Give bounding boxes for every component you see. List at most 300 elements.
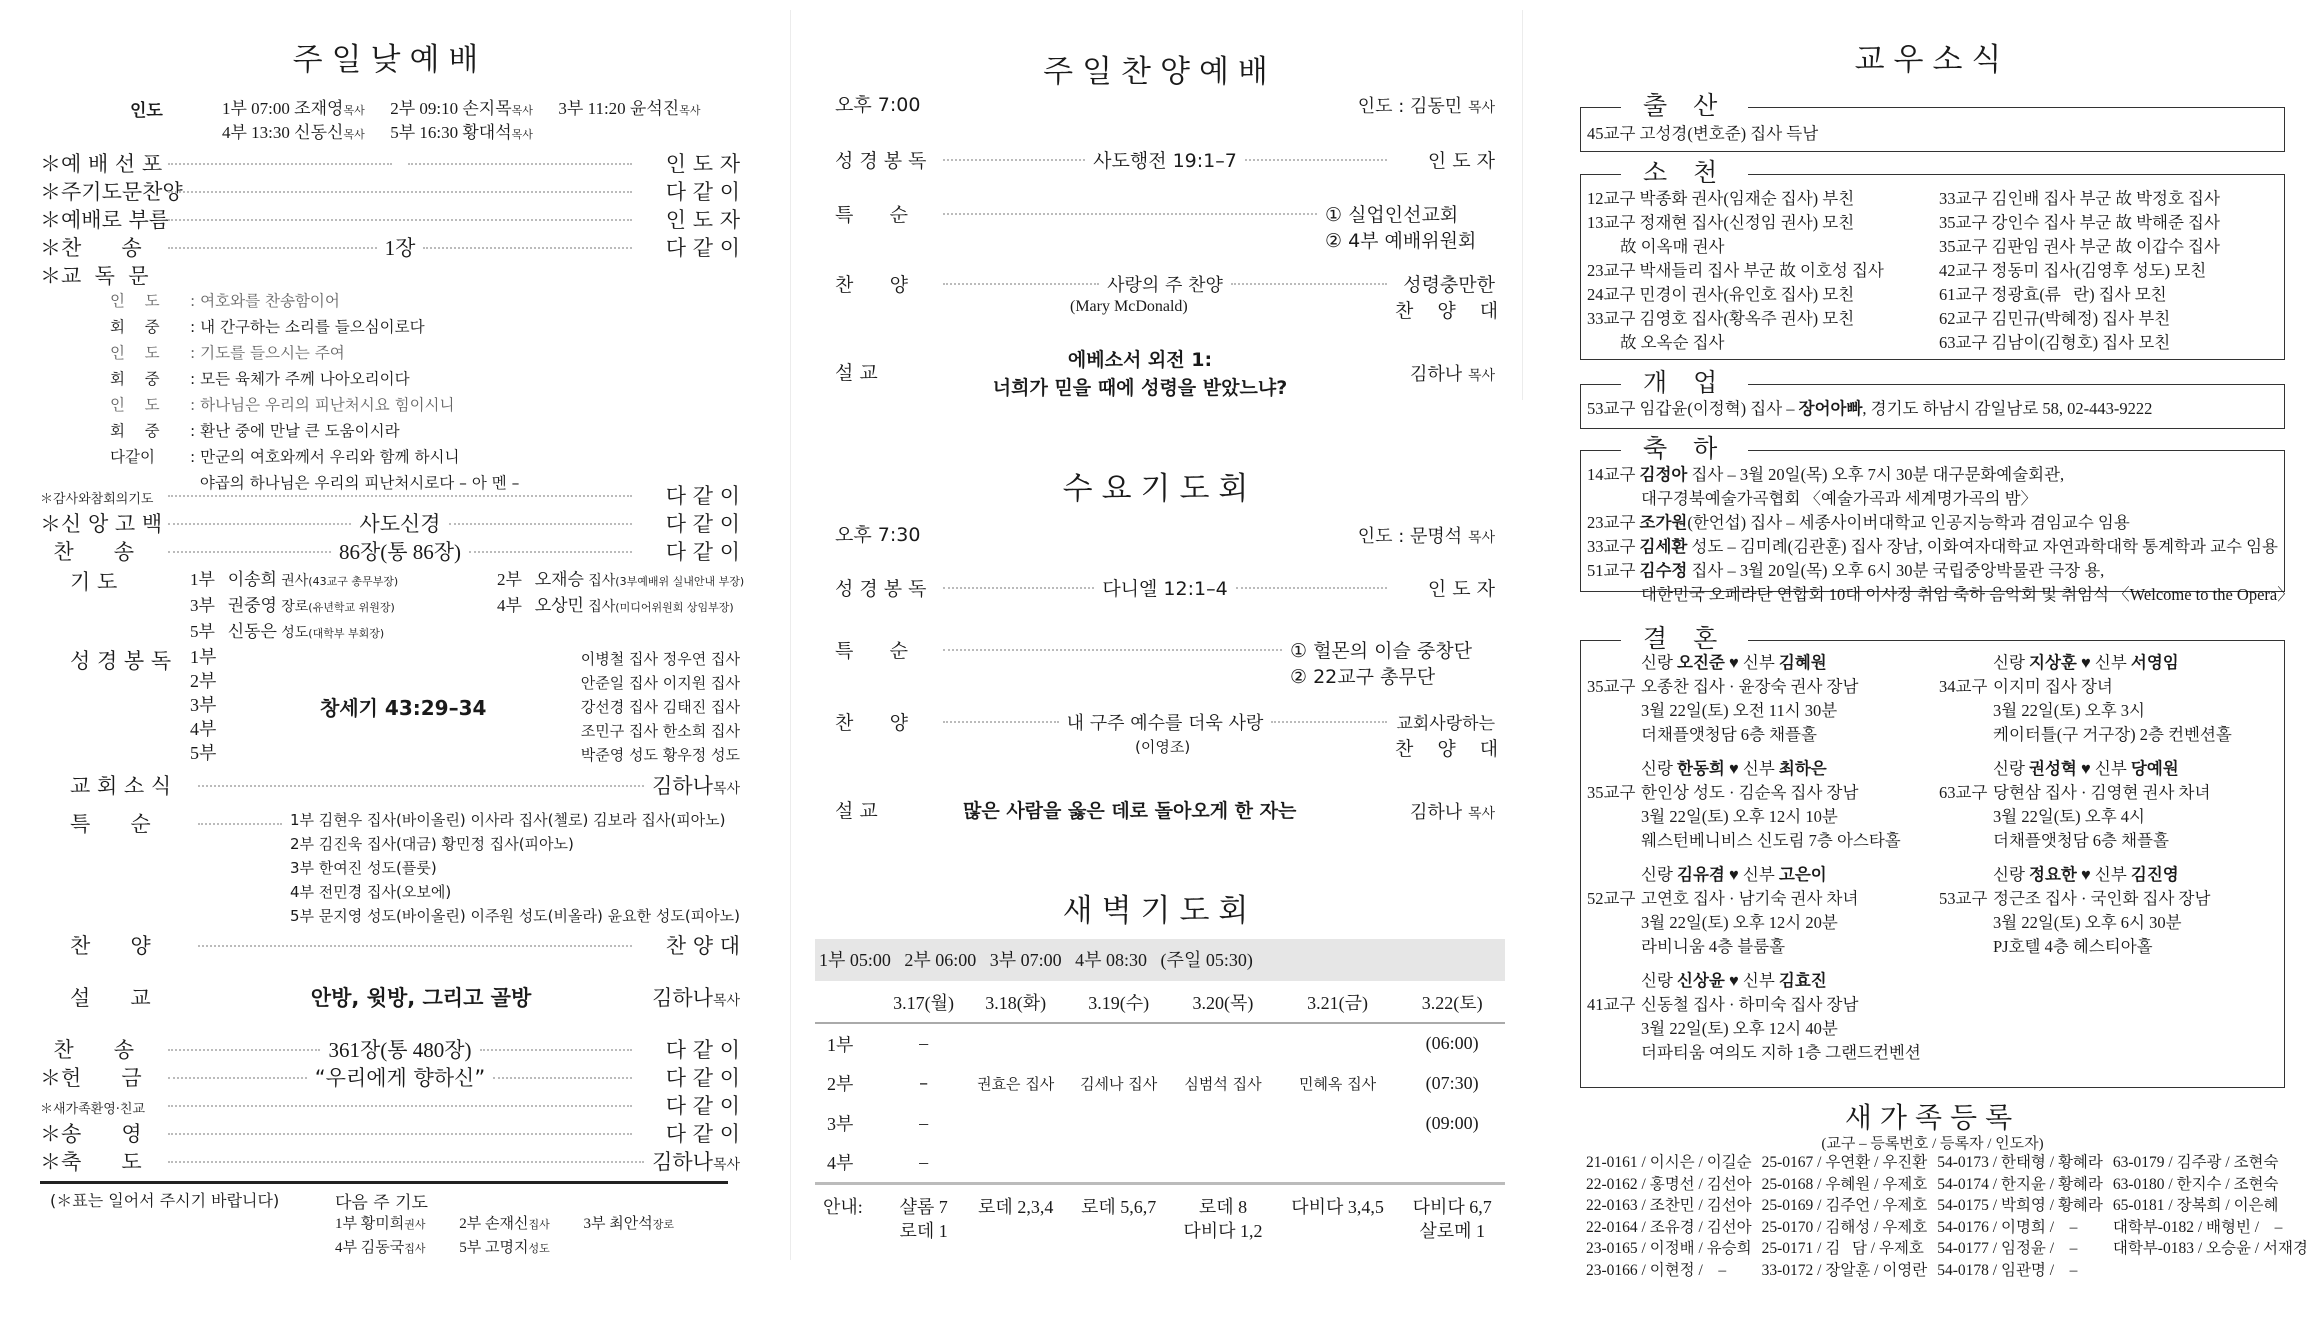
guide-line: 다비다 3,4,5 [1291,1196,1384,1217]
prayer-list [190,568,398,646]
congrats-text: 성도 – 김미례(김관훈) 집사 장남, 이화여자대학교 자연과학대학 통계학과 교수 임용 [1687,537,2278,556]
reading-text: 기도를 들으시는 주여 [200,344,345,362]
order-item [40,204,740,234]
bride-label: 신부 [1742,759,1775,778]
guide-line: 로데 1 [899,1220,948,1241]
registration-entry: 25-0167 / 우연환 / 우진환 [1761,1154,1928,1171]
choir-name: 교회사랑하는 [1396,714,1495,734]
table-row [815,1143,1505,1183]
service-leader [1358,522,1495,548]
leader-title: 목사 [511,128,533,141]
guide-cell [1399,1183,1505,1243]
wedding-entry [1587,651,1858,747]
reading-line: 다같이 : 만군의 여호와께서 우리와 함께 하시니 [110,444,519,470]
order-item [40,232,740,262]
leader-dots [469,551,632,553]
scripture-part: 5부 [190,743,217,763]
cell [1067,1103,1170,1143]
section-title: 수요기도회 [1062,471,1258,507]
next-title: 성도 [528,1242,550,1255]
service-time: 오후 7:00 [835,94,921,116]
guide-cell [883,1183,964,1243]
cell [1276,1143,1400,1183]
bride-name: 김진영 [2130,865,2179,884]
next-name: 고명지 [485,1238,529,1256]
item-right: 찬 양 대 [665,934,740,958]
special-entry: 4부 전민경 집사(오보에) [290,883,452,901]
creed: 사도신경 [359,512,441,536]
registration-entry: 54-0177 / 임정윤 / – [1937,1240,2078,1257]
cell: 김세나 집사 [1080,1074,1158,1093]
groom-label: 신랑 [1993,653,2025,672]
prayer-name: 이송희 [227,570,277,590]
funeral-list-right [1939,187,2220,355]
groom-label: 신랑 [1641,865,1673,884]
leader-dots [198,785,644,787]
next-week-title: 다음 주 기도 [335,1193,428,1213]
leader-name: 윤석진 [629,99,680,119]
wedding-date: 3월 22일(토) 오후 12시 10분 [1641,807,1838,826]
wedding-place: 더채플앳청담 6층 채플홀 [1993,831,2169,850]
groom-name: 한동희 [1677,759,1725,778]
preacher-title: 목사 [1467,368,1495,384]
guide-line: 다비다 1,2 [1183,1220,1263,1241]
bride-name: 김혜원 [1778,653,1827,672]
leader-dots [168,1105,632,1107]
news-line: 12교구 박종화 권사(임재순 집사) 부친 [1587,189,1855,208]
order-item [40,770,740,800]
cell [1067,1023,1170,1063]
groom-name: 오진준 [1677,653,1725,672]
order-item [40,1090,740,1120]
wedding-place: 웨스턴베니비스 신도림 7층 아스타홀 [1641,831,1901,850]
guide-line: 다비다 6,7 [1412,1196,1492,1217]
bride-name: 최하은 [1778,759,1827,778]
news-line: 35교구 강인수 집사 부군 故 박해준 집사 [1939,213,2220,232]
parents: 정근조 집사 · 국인화 집사 장남 [1993,889,2211,908]
registration-column [1762,1152,1928,1281]
leader-dots [943,587,1094,589]
special-item: ① 실업인선교회 [1325,204,1459,226]
registration-entry: 25-0168 / 우혜원 / 우제호 [1761,1175,1928,1193]
bride-name: 당예원 [2130,759,2179,778]
leader-part: 5부 16:30 [390,123,459,142]
wedding-entry [1939,757,2210,853]
leader-dots [198,823,282,825]
heart-icon: ♥ [1728,971,1739,990]
cell [964,1023,1067,1063]
registration-entry: 65-0181 / 장복희 / 이은혜 [2112,1197,2279,1214]
news-line [1587,511,2294,535]
guide-label: 안내: [823,1196,863,1217]
reader-pair: 안준일 집사 이지원 집사 [580,674,740,692]
item-right: 다 같 이 [665,1122,740,1146]
order-item [835,636,1495,663]
news-line: 24교구 민경이 권사(유인호 집사) 모친 [1587,285,1855,304]
standing-note: (＊표는 일어서 주시기 바랍니다) [50,1191,280,1210]
special-entry: 5부 문지영 성도(바이올린) 이주원 성도(비올라) 윤요한 성도(피아노) [290,907,741,925]
anthem-composer: (이영조) [1135,738,1191,756]
item-label: ＊감사와참회의기도 [40,492,154,507]
wedding-date: 3월 22일(토) 오후 12시 40분 [1641,1019,1838,1038]
district: 14교구 [1587,465,1640,484]
next-part: 3부 [583,1216,606,1232]
guide-line: 로데 2,3,4 [978,1196,1054,1217]
reading-text: 환난 중에 만날 큰 도움이시라 [200,422,400,440]
wedding-entry [1939,863,2210,959]
district: 34교구 [1939,677,1988,696]
cell [1170,1023,1276,1063]
reading-line: 회 중 : 모든 육체가 주께 나아오리이다 [110,366,519,392]
registration-entry: 25-0169 / 김주언 / 우제호 [1761,1197,1928,1214]
leader-title: 목사 [511,104,533,117]
birth-box [1580,91,2285,152]
guide-line: 로데 8 [1198,1196,1248,1217]
leader-dots [168,247,377,249]
wedding-place: 더파티움 여의도 지하 1층 그랜드컨벤션 [1641,1043,1921,1062]
item-right-title: 목사 [712,993,740,1009]
item-right: 다 같 이 [665,236,741,260]
prayer-note: (대학부 부회장) [308,627,385,640]
wedding-place: 케이터틀(구 거구장) 2층 컨벤션홀 [1993,725,2232,744]
scripture-part: 2부 [190,671,217,691]
cell [1276,1023,1400,1063]
reading-text: 여호와를 찬송함이어 [200,292,340,310]
news-line: 33교구 김영호 집사(황옥주 권사) 모친 [1587,309,1855,328]
wedding-date: 3월 22일(토) 오후 3시 [1993,701,2145,720]
prayer-title: 장로 [281,599,309,615]
heart-icon: ♥ [2080,653,2091,672]
bride-label: 신부 [2094,865,2127,884]
registration-entry: 25-0171 / 김 담 / 우제호 [1761,1240,1924,1257]
scripture-passage: 다니엘 12:1–4 [1102,578,1228,600]
leader-dots [1231,283,1387,285]
service-time: 오후 7:30 [835,524,921,546]
funeral-list-left [1587,187,1884,355]
prayer-part: 5부 [190,622,215,641]
reader-pair: 박준영 성도 황우정 성도 [580,746,740,764]
guide-cell [1170,1183,1276,1243]
next-name: 황미희 [360,1214,405,1232]
wedding-place: 라비니움 4층 블룸홀 [1641,937,1786,956]
order-item [40,1118,740,1148]
news-line: 13교구 정재현 집사(신정임 권사) 모친 [1587,213,1855,232]
section-title: 주일찬양예배 [1043,54,1277,90]
news-line: 故 이옥매 권사 [1587,237,1725,256]
column-divider-1 [790,10,791,1260]
district: 63교구 [1939,783,1988,802]
leader-name: 손지목 [462,99,512,119]
wedding-box [1580,624,2285,1088]
next-part: 2부 [459,1216,482,1232]
groom-label: 신랑 [1993,865,2025,884]
hymn-number: 361장(통 480장) [328,1038,472,1062]
reading-speaker: 인 도 [110,396,160,414]
news-line: 62교구 김민규(박혜정) 집사 부친 [1939,309,2171,328]
prayer-name: 오상민 [534,596,584,616]
item-label: 찬 양 [835,274,908,296]
leader-dots [168,1077,307,1079]
parents: 신동철 집사 · 하미숙 집사 장남 [1641,995,1859,1014]
prayer-part: 1부 [190,570,215,589]
item-label: ＊축 도 [40,1150,142,1174]
new-family-subtitle: (교구 – 등록번호 / 등록자 / 인도자) [1821,1136,2044,1152]
reading-line: 회 중 : 내 간구하는 소리를 들으심이로다 [110,314,519,340]
next-part: 1부 [335,1216,357,1232]
special-entry: 1부 김현우 집사(바이올린) 이사라 집사(첼로) 김보라 집사(피아노) [290,811,726,829]
guide-line: 샬롬 7 [899,1196,948,1217]
item-right: 김하나 [652,1150,713,1174]
news-line: 61교구 정광효(류 란) 집사 모친 [1939,285,2167,304]
item-label: ＊송 영 [40,1122,142,1146]
prayer-title: 성도 [281,625,309,641]
bride-label: 신부 [1742,971,1775,990]
bottom-rule [40,1181,728,1184]
dawn-schedule-table [815,981,1505,1243]
registration-entry: 22-0163 / 조찬민 / 김선아 [1586,1197,1752,1214]
groom-name: 정요한 [2029,865,2077,884]
district: 51교구 [1587,561,1640,580]
member-name: 김수정 [1639,561,1688,580]
sermon-row [40,982,740,1012]
wedding-date: 3월 22일(토) 오후 6시 30분 [1993,913,2182,932]
box-title: 결 혼 [1621,619,1748,655]
registration-entry: 63-0179 / 김주광 / 조현숙 [2112,1154,2279,1171]
sermon-title-line: 너희가 믿을 때에 성령을 받았느냐? [992,377,1288,399]
prayer-note: (유년학교 위원장) [308,601,395,614]
reading-speaker: 회 중 [110,422,160,440]
item-right: 다 같 이 [665,1094,740,1118]
leader-part: 4부 13:30 [222,123,290,142]
leader-dots [408,163,632,165]
cell [1399,1143,1505,1183]
item-right-title: 목사 [712,781,740,797]
registration-entry: 23-0165 / 이정배 / 유승희 [1586,1240,1752,1257]
next-part: 5부 [459,1240,482,1256]
leader-dots [423,247,632,249]
leader-dots [168,163,392,165]
part-cell: 3부 [827,1114,854,1134]
guide-cell [1276,1183,1400,1243]
item-label: 특 순 [835,204,908,226]
wedding-place: PJ호텔 4층 헤스티아홀 [1993,937,2153,956]
box-title: 소 천 [1621,153,1748,189]
leader-dots [943,721,1059,723]
wedding-entry [1587,863,1858,959]
reading-speaker: 인 도 [110,292,160,310]
order-item [40,508,740,538]
bride-label: 신부 [2094,653,2127,672]
bride-name: 김효진 [1778,971,1827,990]
item-label: ＊헌 금 [40,1066,142,1090]
guide-row [815,1183,1505,1243]
wedding-place: 더채플앳청담 6층 채플홀 [1641,725,1817,744]
wedding-date: 3월 22일(토) 오전 11시 30분 [1641,701,1838,720]
day-header: 3.17(월) [893,992,955,1013]
registration-entry: 25-0170 / 김해성 / 우제호 [1761,1218,1928,1236]
registration-column [1937,1152,2103,1281]
reading-line: 인 도 : 하나님은 우리의 피난처시요 힘이시니 [110,392,519,418]
hymn-number: 1장 [384,236,416,260]
sermon-title: 많은 사람을 옳은 데로 돌아오게 한 자는 [963,800,1297,822]
anthem-composer: (Mary McDonald) [1070,298,1188,315]
cell: – [919,1151,929,1172]
member-name: 조가원 [1639,513,1688,532]
leader-dots [480,1049,632,1051]
part-cell: 1부 [827,1034,854,1055]
news-line: 대한민국 오페라단 연합회 10대 이사장 취임 축하 음악회 및 취임식 〈Welcome to the Opera〉 [1641,585,2294,604]
leader-dots [943,213,1317,215]
next-title: 권사 [404,1218,426,1231]
opening-address: , 경기도 하남시 감일남로 58, 02-443-9222 [1862,399,2153,418]
item-right-title: 목사 [712,1157,740,1173]
parents: 한인상 성도 · 김순옥 집사 장남 [1641,783,1859,802]
reading-line: 인 도 : 여호와를 찬송함이어 [110,288,519,314]
table-row [815,1023,1505,1063]
heart-icon: ♥ [1728,865,1739,884]
new-family-title: 새가족등록 [1844,1101,2021,1134]
leader-dots [449,523,632,525]
registration-column [2113,1152,2308,1281]
order-item [40,1146,740,1176]
next-week-row-2 [335,1236,550,1257]
box-title: 개 업 [1621,363,1748,399]
prayer-title: 권사 [281,573,309,589]
registration-entry: 54-0175 / 박희영 / 황혜라 [1937,1197,2103,1214]
cell [1276,1103,1400,1143]
guide-cell [964,1183,1067,1243]
leader-title: 목사 [343,128,365,141]
leaders-row-2 [222,118,533,143]
item-label: 설 교 [70,986,151,1010]
order-item [40,1034,740,1064]
sermon-label: 설 교 [835,800,878,822]
next-name: 김동국 [360,1238,405,1256]
sermon-preacher [1410,360,1495,386]
item-right: 인 도 자 [1427,578,1496,600]
leader-title: 목사 [343,104,365,117]
reading-line: 인 도 : 기도를 들으시는 주여 [110,340,519,366]
heart-icon: ♥ [1728,653,1739,672]
news-line [1587,559,2294,583]
registration-entry: 33-0172 / 장알훈 / 이영란 [1761,1261,1928,1279]
leader-dots [168,1161,644,1163]
wedding-date: 3월 22일(토) 오후 12시 20분 [1641,913,1838,932]
heart-icon: ♥ [2080,759,2091,778]
leader-dots [168,219,632,221]
wedding-date: 3월 22일(토) 오후 4시 [1993,807,2145,826]
item-right: 다 같 이 [665,180,740,204]
registration-entry: 22-0162 / 홍명선 / 김선아 [1586,1175,1752,1193]
scripture-passage: 사도행전 19:1–7 [1093,150,1237,172]
sermon-title [945,346,1335,402]
sermon-label: 설 교 [835,362,878,384]
order-item [40,480,740,510]
leader-dots [168,551,331,553]
cell: – [919,1112,929,1133]
guide-cell [1067,1183,1170,1243]
leader-dots [168,1049,320,1051]
prayer-part: 2부 [497,570,522,589]
table-row [815,1103,1505,1143]
next-title: 장로 [652,1218,674,1231]
leader-part: 1부 07:00 [222,99,290,118]
prayer-title: 집사 [588,573,616,589]
order-item [40,536,740,566]
registration-entry: 대학부-0182 / 배형빈 / – [2112,1218,2283,1236]
reading-speaker: 회 중 [110,318,160,336]
prayer-part: 4부 [497,596,522,615]
news-line: 45교구 고성경(변호준) 집사 득남 [1587,124,1819,143]
sermon-title: 안방, 윗방, 그리고 골방 [310,986,532,1010]
cell [964,1103,1067,1143]
item-label: 성 경 봉 독 [835,578,927,600]
responsive-reading [110,288,519,496]
table-header-row [815,981,1505,1023]
scripture-part: 4부 [190,719,217,739]
registration-entry: 22-0164 / 조유경 / 김선아 [1586,1218,1752,1236]
item-label: 찬 송 [40,540,134,564]
leader-dots [943,159,1085,161]
reader-pair: 이병철 집사 정우연 집사 [580,650,740,668]
leader-dots [1236,587,1387,589]
item-label: 찬 양 [835,712,908,734]
item-label: 교 회 소 식 [70,774,172,798]
day-header: 3.20(목) [1192,992,1254,1013]
next-part: 4부 [335,1240,357,1256]
scripture-passage: 창세기 43:29–34 [320,696,487,720]
choir-name: 성령충만한 [1403,274,1495,296]
guide-line: 로데 5,6,7 [1081,1196,1157,1217]
registration-entry: 대학부-0183 / 오승윤 / 서재경 [2112,1240,2308,1257]
cell: (07:30) [1425,1072,1479,1093]
item-label: ＊신 앙 고 백 [40,512,163,536]
leader-dots [943,283,1099,285]
anthem-title: 사랑의 주 찬양 [1107,275,1223,296]
leader-name: 신동신 [294,123,344,143]
prayer-name: 신동은 [227,622,277,642]
parents: 고연호 집사 · 남기숙 권사 차녀 [1641,889,1859,908]
leader-title: 목사 [1467,530,1495,546]
cell: 권효은 집사 [977,1074,1055,1093]
dawn-times-bar: 1부 05:00 2부 06:00 3부 07:00 4부 08:30 (주일 05:30) [815,939,1505,981]
next-name: 손재신 [485,1214,529,1232]
heart-icon: ♥ [2080,865,2091,884]
news-line: 23교구 박새들리 집사 부군 故 이호성 집사 [1587,261,1884,280]
leader-name: 황대석 [462,123,512,143]
order-item [40,1062,740,1092]
prayer-note: (미디어위원회 상임부장) [615,601,734,614]
reader-pair: 조민구 집사 한소희 집사 [580,722,740,740]
scripture-part: 1부 [190,647,217,667]
column-divider-2 [1522,10,1523,400]
leader-dots [168,523,351,525]
news-line [1587,535,2294,559]
bride-label: 신부 [1742,653,1775,672]
registration-column [1586,1152,1752,1281]
leader-name: 조재영 [294,99,344,119]
news-line: 故 오옥순 집사 [1587,333,1725,352]
groom-label: 신랑 [1641,971,1673,990]
shop-name: 장어아빠 [1798,399,1863,418]
registration-entry: 54-0178 / 임관명 / – [1937,1261,2078,1279]
item-right: 인 도 자 [665,208,740,232]
leader-dots [943,649,1282,651]
groom-name: 김유겸 [1677,865,1725,884]
district: 35교구 [1587,677,1636,696]
service-leader [1358,92,1495,118]
leader-part: 2부 09:10 [390,99,459,118]
